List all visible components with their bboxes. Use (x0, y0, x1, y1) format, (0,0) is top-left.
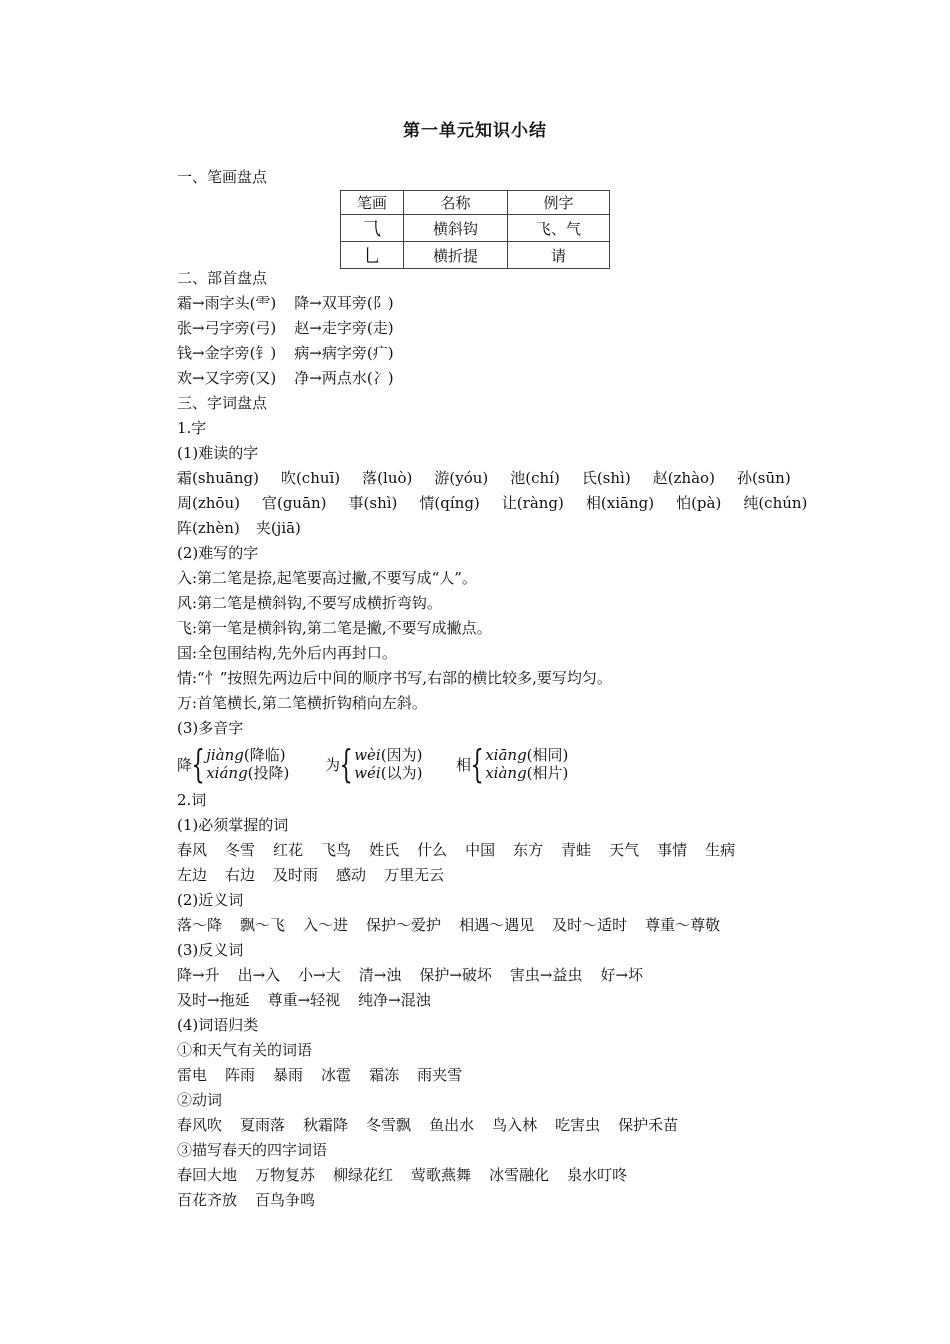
word-item: 青蛙 (561, 841, 592, 859)
polyphone-reading: wèi(因为) (354, 746, 423, 764)
word-item: 怕(pà) (676, 494, 722, 512)
brace-icon: { (339, 742, 353, 786)
radical-item: 霜→雨字头(⻗) (177, 294, 277, 312)
word-item: 池(chí) (510, 469, 560, 487)
table-header-cell: 例字 (508, 191, 610, 215)
radical-line (177, 366, 412, 391)
word-item: 尊重→轻视 (267, 991, 341, 1009)
word-item: 姓氏 (369, 841, 400, 859)
word-item: 右边 (225, 866, 256, 884)
word-item: 落～降 (177, 916, 223, 934)
hard-write-line: 万:首笔横长,第二笔横折钩稍向左斜。 (177, 694, 427, 712)
word-item: 保护→破坏 (419, 966, 492, 984)
word-item: 好→坏 (600, 966, 644, 984)
word-item: 百花齐放 (177, 1191, 238, 1209)
radical-item: 净→两点水(冫) (294, 369, 394, 387)
word-item: 及时→拖延 (177, 991, 250, 1009)
word-item: 鱼出水 (429, 1116, 475, 1134)
word-item: 东方 (513, 841, 544, 859)
polyphone-char: 为 (325, 755, 341, 774)
word-line (177, 1113, 696, 1138)
word-line (177, 863, 462, 888)
radical-item: 赵→走字旁(走) (294, 319, 394, 337)
word-line (177, 963, 661, 988)
polyphone-group (177, 744, 289, 784)
word-item: 游(yóu) (434, 469, 489, 487)
word-item: 及时雨 (273, 866, 319, 884)
hard-read-line (177, 491, 829, 516)
word-item: 夏雨落 (240, 1116, 286, 1134)
word-item: 冬雪飘 (366, 1116, 412, 1134)
word-item: 鸟入林 (492, 1116, 538, 1134)
word-item: 阵(zhèn) (177, 519, 240, 537)
word-item: 什么 (417, 841, 448, 859)
polyphone-reading: jiàng(降临) (206, 746, 286, 764)
word-item: 事情 (657, 841, 688, 859)
word-item: 及时～适时 (552, 916, 628, 934)
word-item: 小→大 (298, 966, 341, 984)
polyphone-char: 降 (177, 755, 193, 774)
table-cell: 横斜钩 (404, 215, 508, 242)
word-item: 中国 (465, 841, 496, 859)
word-item: 纯(chún) (743, 494, 808, 512)
word-item: 阵雨 (225, 1066, 256, 1084)
word-item: 让(ràng) (501, 494, 564, 512)
word-item: 相遇～遇见 (459, 916, 535, 934)
hard-write-heading: (2)难写的字 (177, 544, 259, 562)
antonym-heading: (3)反义词 (177, 941, 244, 959)
hard-write-line: 飞:第一笔是横斜钩,第二笔是撇,不要写成撇点。 (177, 619, 492, 637)
table-cell: 飞、气 (508, 215, 610, 242)
word-item: 春风 (177, 841, 208, 859)
word-item: 冰雹 (321, 1066, 352, 1084)
word-item: 冰雪融化 (489, 1166, 550, 1184)
word-item: 情(qíng) (419, 494, 480, 512)
word-item: 保护禾苗 (618, 1116, 679, 1134)
subsection-words: 2.词 (177, 791, 207, 809)
word-item: 感动 (336, 866, 367, 884)
radical-item: 降→双耳旁(阝) (294, 294, 394, 312)
hard-write-line: 国:全包围结构,先外后内再封口。 (177, 644, 397, 662)
hard-read-line (177, 516, 317, 541)
word-item: 纯净→混浊 (358, 991, 431, 1009)
word-item: 秋霜降 (303, 1116, 349, 1134)
word-item: 莺歌燕舞 (411, 1166, 472, 1184)
word-line (177, 838, 753, 863)
word-line (177, 988, 449, 1013)
word-item: 清→浊 (358, 966, 402, 984)
word-item: 霜(shuāng) (177, 469, 259, 487)
radical-line (177, 341, 412, 366)
page-title: 第一单元知识小结 (403, 121, 547, 141)
word-line (177, 1063, 480, 1088)
word-item: 雨夹雪 (417, 1066, 463, 1084)
word-item: 降→升 (177, 966, 220, 984)
hard-write-line: 入:第二笔是捺,起笔要高过撇,不要写成“人”。 (177, 569, 477, 587)
hard-write-line: 情:“忄”按照先两边后中间的顺序书写,右部的横比较多,要写均匀。 (177, 669, 612, 687)
word-item: 霜冻 (369, 1066, 400, 1084)
word-item: 万里无云 (384, 866, 445, 884)
table-header-row (341, 191, 610, 215)
word-item: 夹(jiā) (255, 519, 301, 537)
word-item: 天气 (609, 841, 640, 859)
word-item: 春回大地 (177, 1166, 238, 1184)
subsection-characters: 1.字 (177, 419, 207, 437)
word-item: 入～进 (303, 916, 349, 934)
word-item: 左边 (177, 866, 208, 884)
word-item: 冬雪 (225, 841, 256, 859)
word-item: 百鸟争鸣 (255, 1191, 316, 1209)
synonym-heading: (2)近义词 (177, 891, 244, 909)
table-header-cell: 笔画 (341, 191, 404, 215)
word-item: 害虫→益虫 (509, 966, 583, 984)
category-2-heading: ②动词 (177, 1091, 223, 1109)
word-item: 雷电 (177, 1066, 208, 1084)
polyphone-group (325, 744, 422, 784)
must-heading: (1)必须掌握的词 (177, 816, 289, 834)
word-item: 官(guān) (261, 494, 327, 512)
radical-line (177, 291, 412, 316)
table-cell: 横折提 (404, 242, 508, 269)
polyphone-reading: xiáng(投降) (206, 764, 290, 782)
word-item: 吹(chuī) (280, 469, 341, 487)
word-item: 生病 (705, 841, 736, 859)
word-item: 柳绿花红 (333, 1166, 394, 1184)
word-item: 事(shì) (348, 494, 398, 512)
category-heading: (4)词语归类 (177, 1016, 259, 1034)
radical-item: 病→病字旁(疒) (294, 344, 394, 362)
word-line (177, 1188, 333, 1213)
polyphone-char: 相 (456, 755, 472, 774)
category-3-heading: ③描写春天的四字词语 (177, 1141, 328, 1159)
word-item: 红花 (273, 841, 304, 859)
radical-line (177, 316, 412, 341)
word-item: 春风吹 (177, 1116, 223, 1134)
table-row (341, 215, 610, 242)
word-item: 孙(sūn) (736, 469, 791, 487)
hard-read-heading: (1)难读的字 (177, 444, 259, 462)
word-item: 飘～飞 (240, 916, 286, 934)
table-cell: ⺃ (341, 242, 404, 269)
polyphone-reading: xiàng(相片) (485, 764, 569, 782)
polyphone-heading: (3)多音字 (177, 719, 244, 737)
word-item: 泉水叮咚 (567, 1166, 628, 1184)
category-1-heading: ①和天气有关的词语 (177, 1041, 313, 1059)
word-line (177, 913, 738, 938)
word-item: 尊重～尊敬 (645, 916, 721, 934)
word-item: 飞鸟 (321, 841, 352, 859)
section-heading-words: 三、字词盘点 (177, 394, 268, 412)
section-heading-strokes: 一、笔画盘点 (177, 168, 268, 186)
radical-item: 欢→又字旁(又) (177, 369, 277, 387)
word-item: 相(xiāng) (585, 494, 655, 512)
brace-icon: { (191, 742, 205, 786)
word-item: 出→入 (237, 966, 281, 984)
word-item: 暴雨 (273, 1066, 304, 1084)
polyphone-group (456, 744, 568, 784)
word-item: 万物复苏 (255, 1166, 316, 1184)
word-item: 吃害虫 (555, 1116, 601, 1134)
polyphone-reading: wéi(以为) (354, 764, 423, 782)
section-heading-radicals: 二、部首盘点 (177, 269, 268, 287)
word-item: 赵(zhào) (652, 469, 715, 487)
hard-read-line (177, 466, 813, 491)
word-item: 周(zhōu) (177, 494, 240, 512)
hard-write-line: 风:第二笔是横斜钩,不要写成横折弯钩。 (177, 594, 442, 612)
stroke-table (340, 190, 610, 269)
table-cell: ⺄ (341, 215, 404, 242)
radical-item: 钱→金字旁(钅) (177, 344, 277, 362)
table-header-cell: 名称 (404, 191, 508, 215)
word-item: 氏(shì) (581, 469, 631, 487)
word-item: 保护～爱护 (366, 916, 442, 934)
table-cell: 请 (508, 242, 610, 269)
word-line (177, 1163, 645, 1188)
polyphone-reading: xiāng(相同) (485, 746, 569, 764)
radical-item: 张→弓字旁(弓) (177, 319, 277, 337)
table-row (341, 242, 610, 269)
word-item: 落(luò) (362, 469, 413, 487)
brace-icon: { (470, 742, 484, 786)
